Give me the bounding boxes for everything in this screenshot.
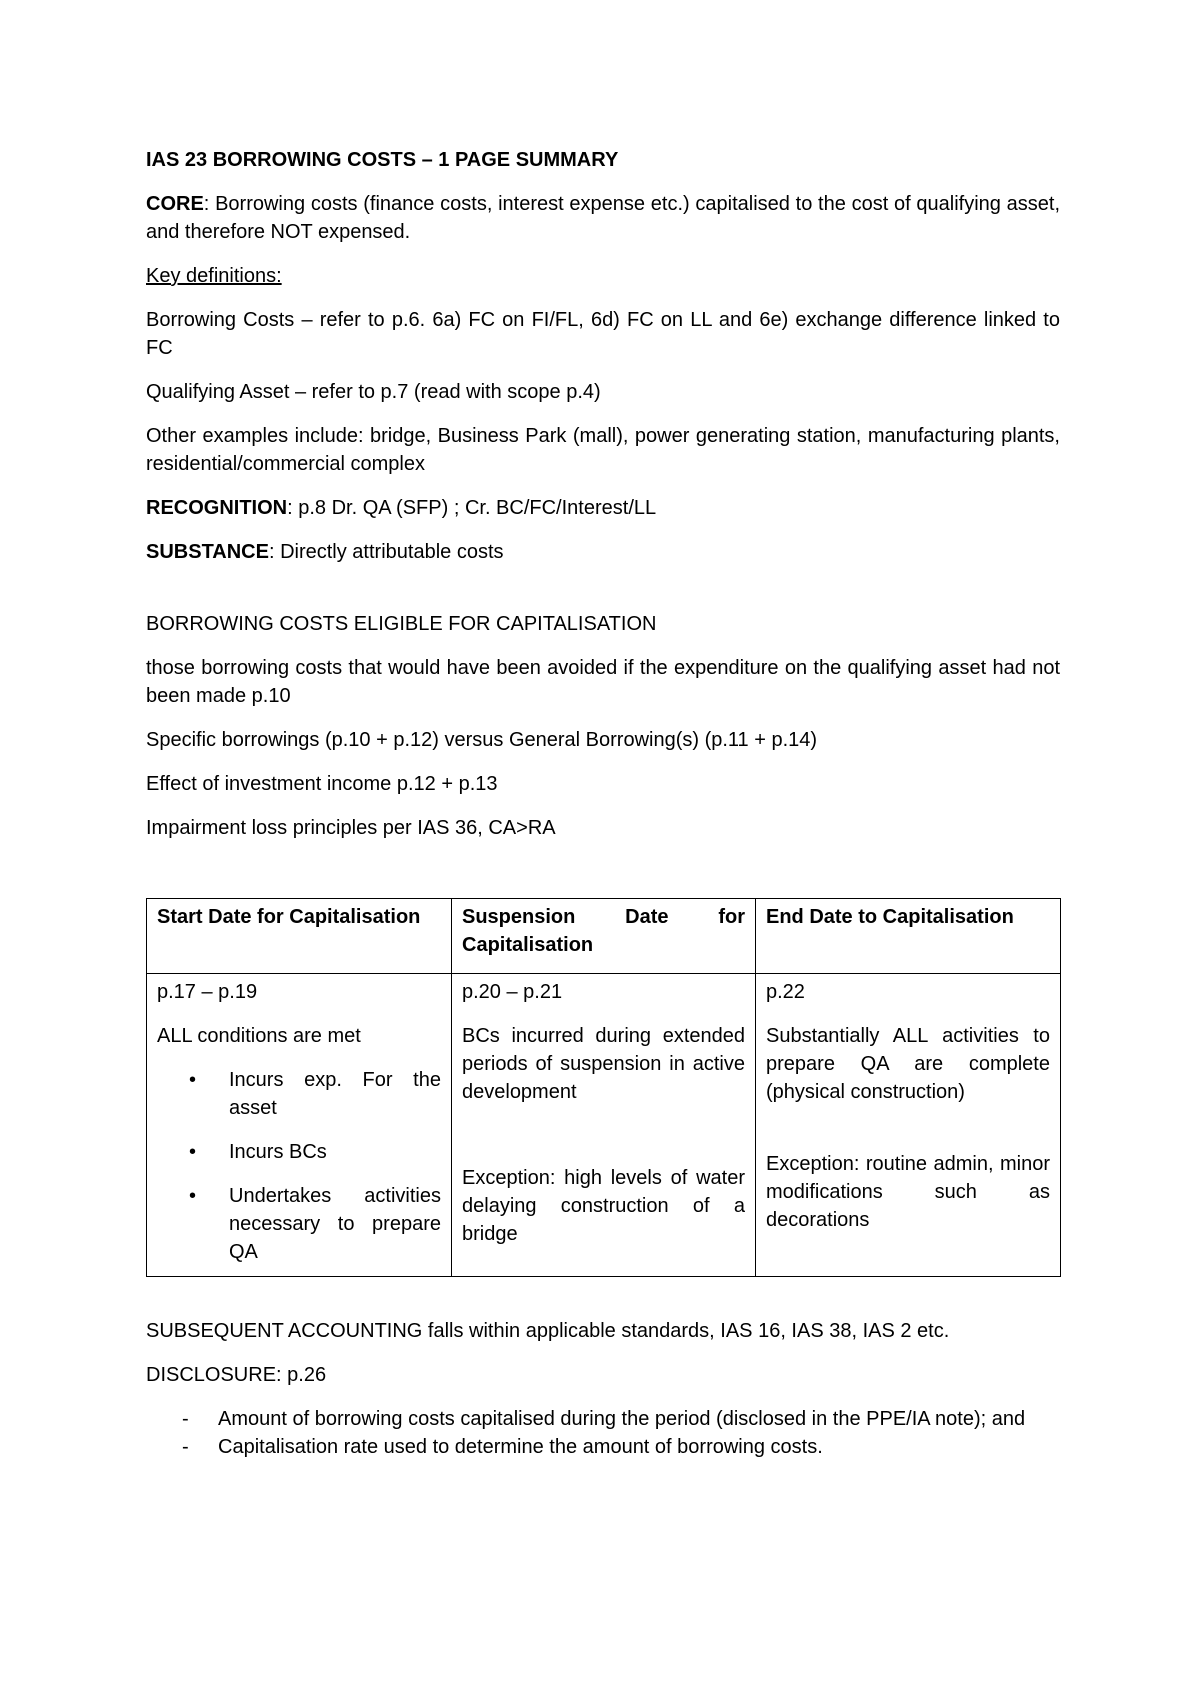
cell-spacer xyxy=(766,1122,1050,1150)
eligible-heading: BORROWING COSTS ELIGIBLE FOR CAPITALISATION xyxy=(146,613,657,635)
substance-label: SUBSTANCE xyxy=(146,541,269,563)
suspension-ref: p.20 – p.21 xyxy=(462,981,563,1003)
bullet-icon: • xyxy=(189,1185,197,1207)
definition-other-examples: Other examples include: bridge, Business Park (mall), power generating station, manufacturing plants, residential/commercial complex xyxy=(146,425,1060,475)
eligible-item-investment-income: Effect of investment income p.12 + p.13 xyxy=(146,773,498,795)
bullet-icon: • xyxy=(189,1141,197,1163)
end-exception: Exception: routine admin, minor modifications such as decorations xyxy=(766,1153,1050,1231)
suspension-exception: Exception: high levels of water delaying construction of a bridge xyxy=(462,1167,745,1245)
disclosure-list xyxy=(146,1405,1060,1461)
document-page xyxy=(146,146,1060,1461)
list-item xyxy=(146,1433,1060,1461)
table-gap xyxy=(146,858,1060,898)
start-ref: p.17 – p.19 xyxy=(157,981,258,1003)
core-text: : Borrowing costs (finance costs, interest expense etc.) capitalised to the cost of qualifying asset, and therefore NOT expensed. xyxy=(146,193,1060,243)
eligible-item-avoided: those borrowing costs that would have been avoided if the expenditure on the qualifying asset had not been made p.10 xyxy=(146,657,1060,707)
dash-icon: - xyxy=(182,1408,189,1430)
recognition-label: RECOGNITION xyxy=(146,497,288,519)
list-item xyxy=(157,1138,441,1166)
recognition-paragraph xyxy=(146,494,1060,522)
core-paragraph xyxy=(146,190,1060,246)
dash-icon: - xyxy=(182,1436,189,1458)
start-conditions-list xyxy=(157,1066,441,1266)
definition-qualifying-asset: Qualifying Asset – refer to p.7 (read with scope p.4) xyxy=(146,381,601,403)
key-definitions-heading: Key definitions: xyxy=(146,265,282,287)
cell-start xyxy=(147,974,452,1277)
recognition-text: : p.8 Dr. QA (SFP) ; Cr. BC/FC/Interest/LL xyxy=(287,497,657,519)
suspension-text: BCs incurred during extended periods of suspension in active development xyxy=(462,1025,745,1103)
start-intro: ALL conditions are met xyxy=(157,1025,361,1047)
eligible-item-impairment: Impairment loss principles per IAS 36, CA>RA xyxy=(146,817,556,839)
substance-text: : Directly attributable costs xyxy=(268,541,504,563)
table-body-row xyxy=(147,974,1061,1277)
subsequent-accounting: SUBSEQUENT ACCOUNTING falls within applicable standards, IAS 16, IAS 38, IAS 2 etc. xyxy=(146,1320,950,1342)
end-ref: p.22 xyxy=(766,981,805,1003)
header-suspension-date: Suspension Date for Capitalisation xyxy=(452,899,756,974)
section-gap xyxy=(146,582,1060,610)
bullet-icon: • xyxy=(189,1069,197,1091)
condition-text: Incurs exp. For the asset xyxy=(229,1069,441,1119)
header-start-date: Start Date for Capitalisation xyxy=(147,899,452,974)
substance-paragraph xyxy=(146,538,1060,566)
definition-borrowing-costs: Borrowing Costs – refer to p.6. 6a) FC on FI/FL, 6d) FC on LL and 6e) exchange difference linked to FC xyxy=(146,309,1060,359)
cell-spacer xyxy=(462,1122,745,1150)
end-text: Substantially ALL activities to prepare QA are complete (physical construction) xyxy=(766,1025,1050,1103)
list-item xyxy=(157,1066,441,1122)
list-item xyxy=(146,1405,1060,1433)
header-end-date: End Date to Capitalisation xyxy=(756,899,1061,974)
disclosure-item-text: Capitalisation rate used to determine the amount of borrowing costs. xyxy=(218,1436,823,1458)
table-header-row xyxy=(147,899,1061,974)
document-title: IAS 23 BORROWING COSTS – 1 PAGE SUMMARY xyxy=(146,149,619,171)
cell-spacer xyxy=(462,1150,745,1164)
disclosure-item-text: Amount of borrowing costs capitalised during the period (disclosed in the PPE/IA note); and xyxy=(218,1408,1026,1430)
condition-text: Incurs BCs xyxy=(229,1141,327,1163)
core-label: CORE xyxy=(146,193,204,215)
eligible-item-specific-general: Specific borrowings (p.10 + p.12) versus General Borrowing(s) (p.11 + p.14) xyxy=(146,729,818,751)
cell-suspension xyxy=(452,974,756,1277)
disclosure-heading: DISCLOSURE: p.26 xyxy=(146,1364,327,1386)
list-item xyxy=(157,1182,441,1266)
condition-text: Undertakes activities necessary to prepare QA xyxy=(229,1185,441,1263)
capitalisation-dates-table xyxy=(146,898,1061,1277)
cell-end xyxy=(756,974,1061,1277)
